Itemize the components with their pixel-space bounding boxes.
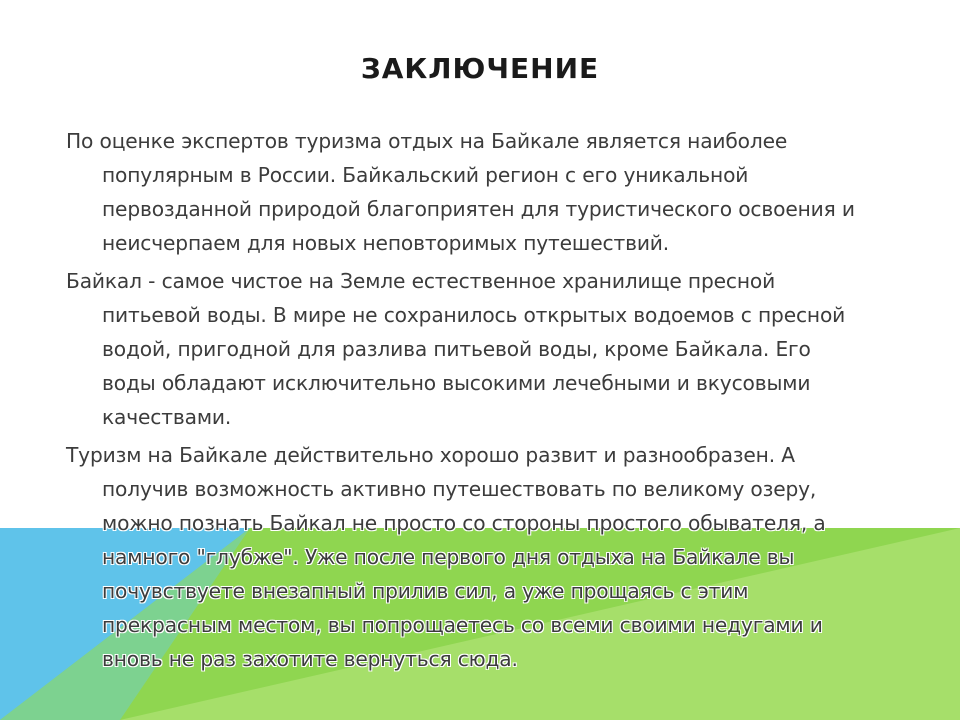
paragraph-tourism-development: Туризм на Байкале действительно хорошо развит и разнообразен. А получив возможность активно путешествовать по великому озеру, можно познать Байкал не просто со стороны простого обывателя, а намного "глубже". Уже после первого дня отдыха на Байкале вы почувствуете внезапный прилив сил, а уже прощаясь с этим прекрасным местом, вы попрощаетесь со всеми своими недугами и вновь не раз захотите вернуться сюда.	[66, 443, 826, 671]
paragraph-tourism-popularity: По оценке экспертов туризма отдых на Байкале является наиболее популярным в России. Байкальский регион с его уникальной первозданной природой благоприятен для туристического освоения и неисчерпаем для новых неповторимых путешествий.	[66, 129, 855, 255]
slide-body	[66, 124, 856, 680]
paragraph-fresh-water: Байкал - самое чистое на Земле естественное хранилище пресной питьевой воды. В мире не сохранилось открытых водоемов с пресной водой, пригодной для разлива питьевой воды, кроме Байкала. Его воды обладают исключительно высокими лечебными и вкусовыми качествами.	[66, 269, 846, 429]
slide-title: ЗАКЛЮЧЕНИЕ	[360, 52, 600, 85]
